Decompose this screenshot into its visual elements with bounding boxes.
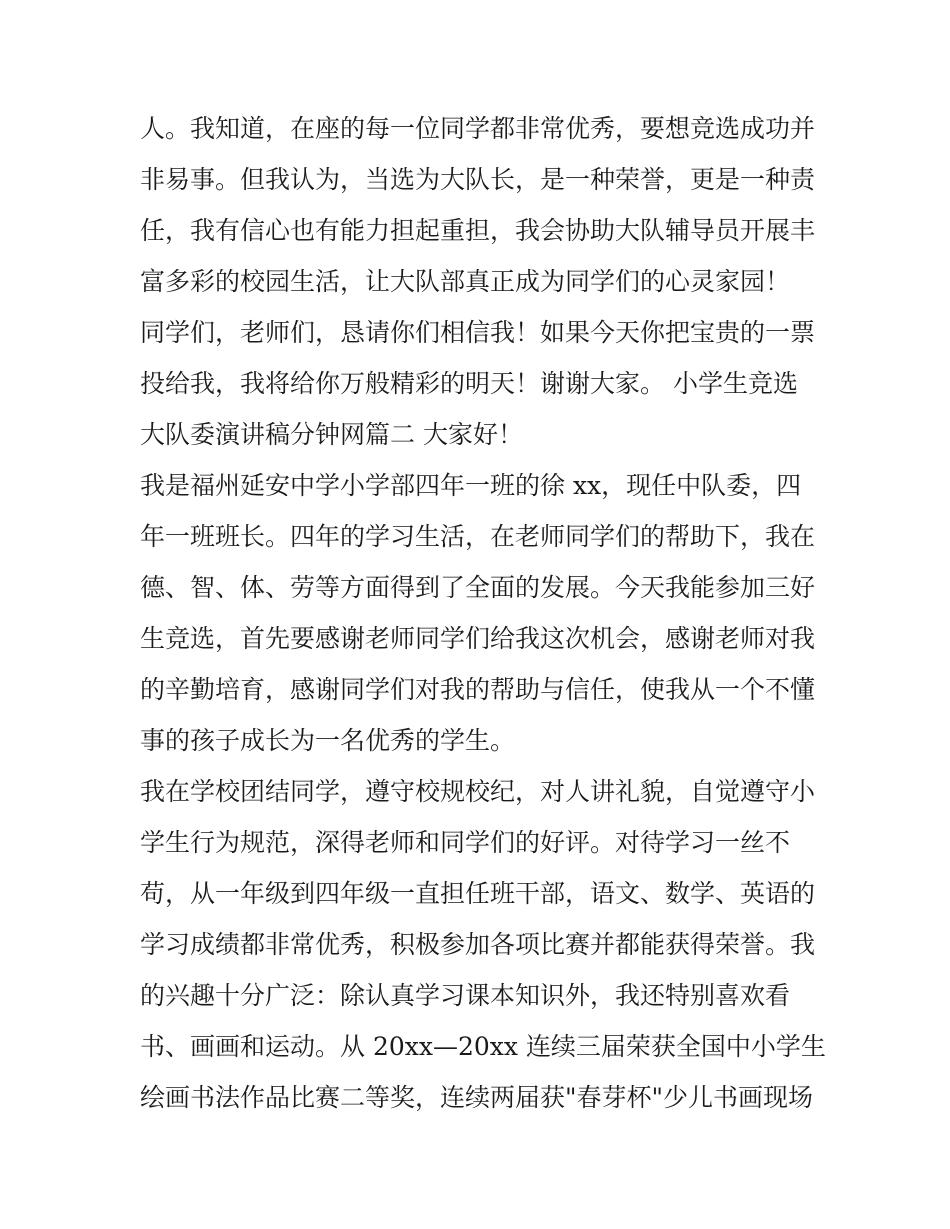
text-line: 任，我有信心也有能力担起重担，我会协助大队辅导员开展丰 (140, 216, 816, 245)
text-line: 事的孩子成长为一名优秀的学生。 (140, 726, 516, 755)
text-line: 大队委演讲稿分钟网篇二 大家好！ (140, 420, 523, 449)
text-line: 德、智、体、劳等方面得到了全面的发展。今天我能参加三好 (140, 573, 816, 602)
text-line: 绘画书法作品比赛二等奖，连续两届获"春芽杯"少儿书画现场 (140, 1083, 814, 1112)
text-line: 书、画画和运动。从 20xx—20xx 连续三届荣获全国中小学生 (140, 1032, 826, 1061)
text-line: 的兴趣十分广泛：除认真学习课本知识外，我还特别喜欢看 (140, 981, 791, 1010)
text-line: 学生行为规范，深得老师和同学们的好评。对待学习一丝不 (140, 828, 791, 857)
text-line: 的辛勤培育，感谢同学们对我的帮助与信任，使我从一个不懂 (140, 675, 816, 704)
text-line: 年一班班长。四年的学习生活，在老师同学们的帮助下，我在 (140, 522, 816, 551)
text-line: 我是福州延安中学小学部四年一班的徐 xx，现任中队委，四 (140, 471, 802, 500)
text-line: 学习成绩都非常优秀，积极参加各项比赛并都能获得荣誉。我 (140, 930, 816, 959)
text-line: 富多彩的校园生活，让大队部真正成为同学们的心灵家园！ (140, 267, 791, 296)
text-line: 同学们，老师们，恳请你们相信我！如果今天你把宝贵的一票 (140, 318, 816, 347)
text-line: 人。我知道，在座的每一位同学都非常优秀，要想竞选成功并 (140, 114, 816, 143)
speech-text-body (140, 103, 826, 1123)
text-line: 苟，从一年级到四年级一直担任班干部，语文、数学、英语的 (140, 879, 816, 908)
text-line: 投给我，我将给你万般精彩的明天！谢谢大家。 小学生竞选 (140, 369, 798, 398)
text-line: 非易事。但我认为，当选为大队长，是一种荣誉，更是一种责 (140, 165, 816, 194)
text-line: 生竞选，首先要感谢老师同学们给我这次机会，感谢老师对我 (140, 624, 816, 653)
text-line: 我在学校团结同学，遵守校规校纪，对人讲礼貌，自觉遵守小 (140, 777, 816, 806)
